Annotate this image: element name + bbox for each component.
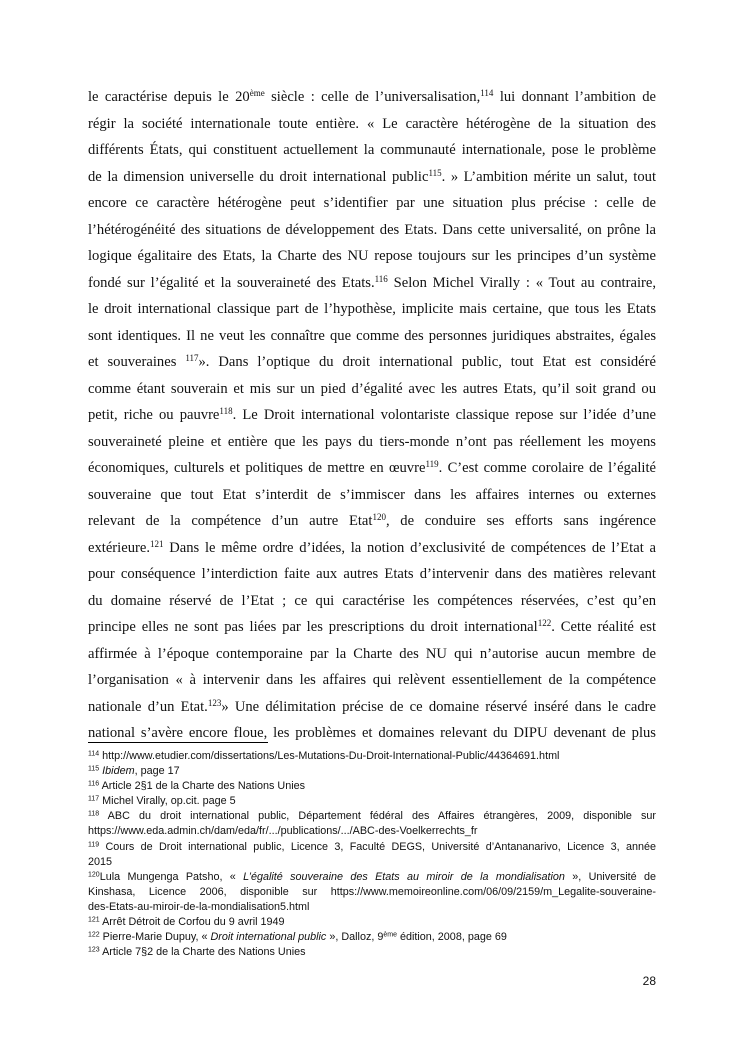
paragraph-line — [88, 349, 656, 376]
footnote-reference: 114 — [480, 88, 494, 99]
footnote-reference: 114 — [88, 750, 100, 758]
footnote-reference: 117 — [185, 353, 199, 364]
footnote-reference: 117 — [88, 795, 100, 803]
text-run: . C’est comme corolaire de l’égalité — [438, 460, 656, 476]
footnote-reference: 118 — [219, 406, 233, 417]
text-run: Pierre-Marie Dupuy, « — [99, 931, 211, 944]
footnote-reference: 116 — [88, 780, 100, 788]
paragraph-line — [88, 508, 656, 535]
text-run: Article 2§1 de la Charte des Nations Unies — [99, 780, 306, 793]
text-run: édition, 2008, page 69 — [396, 931, 507, 944]
footnote-line — [88, 840, 656, 855]
text-run: comme étant souverain et mis sur un pied d’égalité avec les autres Etats, qu’il soit grand ou — [88, 380, 656, 397]
paragraph-line — [88, 641, 656, 668]
text-run: ABC du droit international public, Département fédéral des Affaires étrangères, 2009, disponible sur — [99, 810, 656, 823]
text-run: national s’avère encore floue, les problèmes et domaines relevant du DIPU devenant de plus — [88, 725, 656, 741]
text-run: des-Etats-au-miroir-de-la-mondialisation5.html — [88, 900, 310, 913]
paragraph-line — [88, 84, 656, 111]
paragraph-line — [88, 111, 656, 138]
text-run: régir la société internationale toute entière. « Le caractère hétérogène de la situation des — [88, 115, 656, 132]
text-run: , page 17 — [134, 765, 180, 778]
text-run: nationale d’un Etat. — [88, 698, 208, 715]
paragraph-line — [88, 455, 656, 482]
paragraph-line — [88, 402, 656, 429]
footnote-reference: ème — [249, 88, 265, 99]
text-run: le droit international classique part de l’hypothèse, implicite mais certaine, que tous les Etats — [88, 301, 656, 317]
text-run: », Université de — [564, 870, 656, 883]
text-run: extérieure. — [88, 539, 150, 556]
text-run: », Dalloz, 9 — [326, 931, 384, 944]
footnote-line — [88, 855, 656, 870]
footnote-reference: 123 — [88, 946, 100, 954]
text-run: . » L’ambition mérite un salut, tout — [441, 168, 657, 185]
footnote-reference: 123 — [207, 697, 222, 708]
text-run: Article 7§2 de la Charte des Nations Unies — [99, 946, 306, 959]
text-run: . Cette réalité est — [551, 619, 656, 635]
paragraph-line — [88, 243, 656, 270]
italic-text: L’égalité souveraine des Etats au miroir de la mondialisation — [243, 870, 565, 883]
text-run: https://www.eda.admin.ch/dam/eda/fr/.../publications/.../ABC-des-Voelkerrechts_fr — [88, 825, 478, 838]
text-run: ». Dans l’optique du droit international public, tout Etat est considéré — [198, 354, 656, 370]
paragraph-line — [88, 270, 656, 297]
footnote-reference: 115 — [88, 765, 100, 773]
text-run: lui donnant l’ambition de — [493, 89, 656, 105]
paragraph-line — [88, 561, 656, 588]
text-run: affirmée à l’époque contemporaine par la Charte des NU qui n’autorise aucun membre de — [88, 645, 656, 662]
text-run: . Le Droit international volontariste classique repose sur l’idée d’une — [232, 407, 656, 423]
italic-text: Droit international public — [210, 931, 327, 944]
footnote-line — [88, 930, 656, 945]
text-run: différents États, qui constituent actuellement la communauté internationale, pose le problème — [88, 142, 656, 158]
paragraph-line — [88, 535, 656, 562]
paragraph-line — [88, 190, 656, 217]
footnote-separator — [88, 742, 268, 743]
footnote-line — [88, 809, 656, 824]
footnote-line — [88, 824, 656, 839]
page-number: 28 — [642, 974, 656, 988]
text-run: relevant de la compétence d’un autre Etat — [88, 513, 373, 529]
text-run: logique égalitaire des Etats, la Charte des NU repose toujours sur les principes d’un système — [88, 248, 656, 264]
paragraph-line — [88, 323, 656, 350]
paragraph-line — [88, 137, 656, 164]
italic-text: Ibidem — [102, 765, 135, 778]
paragraph-line — [88, 164, 656, 191]
paragraph-line — [88, 482, 656, 509]
footnote-reference: 121 — [88, 916, 100, 924]
paragraph-line — [88, 376, 656, 403]
footnote-line — [88, 764, 656, 779]
footnote-reference: 122 — [537, 618, 552, 629]
text-run: souveraine que tout Etat s’interdit de s’immiscer dans les affaires internes ou externes — [88, 486, 656, 503]
text-run: du domaine réservé de l’Etat ; ce qui caractérise les compétences réservées, c’est qu’en — [88, 592, 656, 609]
text-run: principe elles ne sont pas liées par les prescriptions du droit international — [88, 619, 538, 635]
footnote-reference: 115 — [428, 167, 442, 178]
text-run: économiques, culturels et politiques de mettre en œuvre — [88, 460, 426, 476]
text-run: 2015 — [88, 855, 113, 868]
footnote-line — [88, 749, 656, 764]
footnote-reference: ème — [383, 931, 397, 939]
footnote-line — [88, 794, 656, 809]
text-run: et souveraines — [88, 354, 186, 370]
paragraph-line — [88, 217, 656, 244]
footnote-reference: 119 — [425, 459, 439, 470]
text-run: , de conduire ses efforts sans ingérence — [385, 513, 656, 529]
paragraph-line — [88, 296, 656, 323]
text-run: siècle : celle de l’universalisation, — [264, 89, 481, 105]
text-run: sont identiques. Il ne veut les connaître que comme des personnes juridiques abstraites, égales — [88, 327, 656, 344]
text-run: http://www.etudier.com/dissertations/Les-Mutations-Du-Droit-International-Public/44364691.html — [99, 750, 560, 762]
text-run: Cours de Droit international public, Licence 3, Faculté DEGS, Université d’Antananarivo, Licence 3, année — [99, 840, 656, 853]
footnote-line — [88, 870, 656, 885]
text-run: Michel Virally, op.cit. page 5 — [99, 795, 236, 808]
footnote-line — [88, 945, 656, 960]
text-run: » Une délimitation précise de ce domaine réservé inséré dans le cadre — [221, 698, 656, 715]
body-text — [88, 84, 656, 747]
paragraph-line — [88, 667, 656, 694]
paragraph-line — [88, 694, 656, 721]
paragraph-line — [88, 429, 656, 456]
paragraph-line — [88, 614, 656, 641]
footnote-reference: 118 — [88, 810, 100, 818]
paragraph-line — [88, 588, 656, 615]
footnotes — [88, 749, 656, 960]
text-run: encore ce caractère hétérogène peut s’identifier par une situation plus précise : celle de — [88, 195, 656, 211]
footnote-reference: 122 — [88, 931, 100, 939]
text-run: l’hétérogénéité des situations de développement des Etats. Dans cette universalité, on prône la — [88, 221, 656, 238]
text-run: petit, riche ou pauvre — [88, 407, 220, 423]
text-run: Selon Michel Virally : « Tout au contraire, — [387, 274, 656, 291]
footnote-reference: 121 — [149, 538, 164, 549]
text-run: fondé sur l’égalité et la souveraineté des Etats. — [88, 274, 375, 291]
text-run: pour conséquence l’interdiction faite aux autres Etats d’intervenir dans des matières relevant — [88, 566, 656, 582]
footnote-line — [88, 779, 656, 794]
footnote-reference: 116 — [374, 273, 388, 284]
footnote-line — [88, 915, 656, 930]
text-run: le caractérise depuis le 20 — [88, 89, 250, 105]
footnote-line — [88, 885, 656, 900]
footnote-line — [88, 900, 656, 915]
footnote-reference: 120 — [372, 512, 386, 523]
text-run: Dans le même ordre d’idées, la notion d’exclusivité de compétences de l’Etat a — [163, 539, 656, 556]
footnote-reference: 119 — [88, 841, 100, 849]
text-run: souveraineté pleine et entière que les pays du tiers-monde n’ont pas réellement les moyens — [88, 433, 656, 450]
footnote-reference: 120 — [88, 871, 100, 879]
text-run: l’organisation « à intervenir dans les affaires qui relèvent essentiellement de la compétence — [88, 672, 656, 688]
text-run: de la dimension universelle du droit international public — [88, 168, 429, 185]
text-run: Lula Mungenga Patsho, « — [99, 870, 244, 883]
text-run: Kinshasa, Licence 2006, disponible sur https://www.memoireonline.com/06/09/2159/m_Legalite-souveraine- — [88, 885, 656, 898]
text-run: Arrêt Détroit de Corfou du 9 avril 1949 — [99, 916, 285, 929]
